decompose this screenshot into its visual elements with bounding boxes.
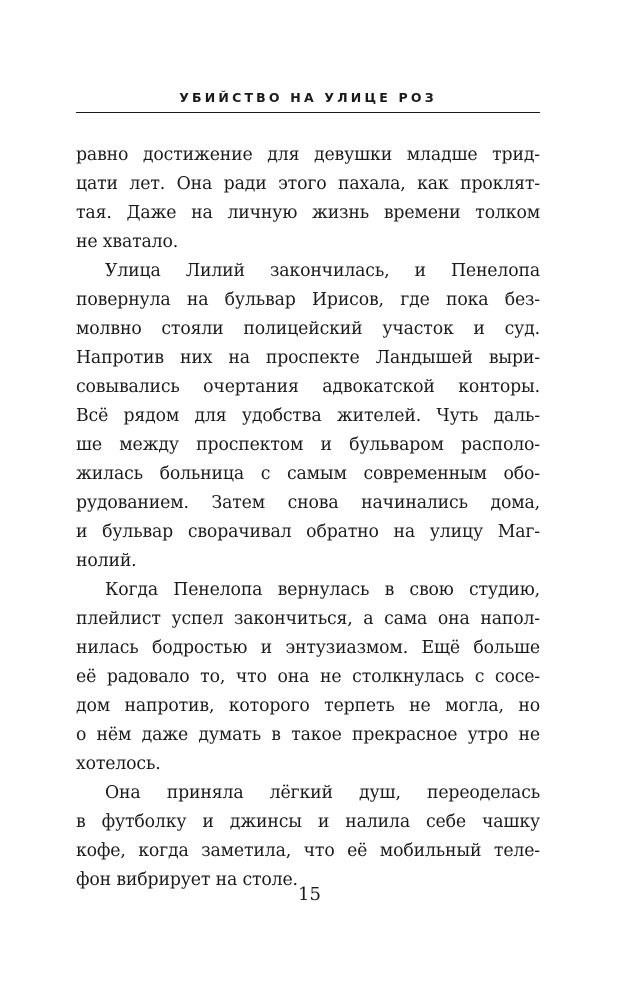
running-head: УБИЙСТВО НА УЛИЦЕ РОЗ bbox=[179, 90, 437, 105]
text-line: Напротив них на проспекте Ландышей выри- bbox=[76, 348, 540, 368]
text-line: молвно стояли полицейский участок и суд. bbox=[76, 319, 540, 339]
text-line: и бульвар сворачивал обратно на улицу Маг- bbox=[76, 522, 540, 542]
text-line: тая. Даже на личную жизнь времени толком bbox=[76, 203, 540, 223]
text-line: цати лет. Она ради этого пахала, как проклят- bbox=[76, 174, 540, 194]
text-line: не хватало. bbox=[76, 232, 179, 252]
text-line: Когда Пенелопа вернулась в свою студию, bbox=[105, 580, 540, 600]
page-number: 15 bbox=[298, 884, 321, 905]
text-line: в футболку и джинсы и налила себе чашку bbox=[76, 812, 540, 832]
text-line: рудованием. Затем снова начинались дома, bbox=[76, 493, 540, 513]
text-line: хотелось. bbox=[76, 754, 161, 774]
text-line: повернула на бульвар Ирисов, где пока без- bbox=[76, 290, 540, 310]
text-line: кофе, когда заметила, что её мобильный теле- bbox=[76, 841, 540, 861]
text-line: Всё рядом для удобства жителей. Чуть даль- bbox=[76, 406, 540, 426]
text-line: плейлист успел закончиться, а сама она напол- bbox=[76, 609, 540, 629]
text-line: фон вибрирует на столе. bbox=[76, 870, 298, 890]
text-line: дом напротив, которого терпеть не могла, но bbox=[76, 696, 540, 716]
text-line: равно достижение для девушки младше трид- bbox=[76, 145, 540, 165]
text-line: нолий. bbox=[76, 551, 137, 571]
text-line: Она приняла лёгкий душ, переоделась bbox=[105, 783, 540, 803]
text-line: её радовало то, что она не столкнулась с сосе- bbox=[76, 667, 540, 687]
text-line: о нём даже думать в такое прекрасное утро не bbox=[76, 725, 540, 745]
text-line: жилась больница с самым современным обо- bbox=[76, 464, 540, 484]
text-line: Улица Лилий закончилась, и Пенелопа bbox=[105, 261, 540, 281]
text-line: ше между проспектом и бульваром располо- bbox=[76, 435, 540, 455]
text-line: нилась бодростью и энтузиазмом. Ещё больше bbox=[76, 638, 540, 658]
text-line: совывались очертания адвокатской конторы. bbox=[76, 377, 540, 397]
